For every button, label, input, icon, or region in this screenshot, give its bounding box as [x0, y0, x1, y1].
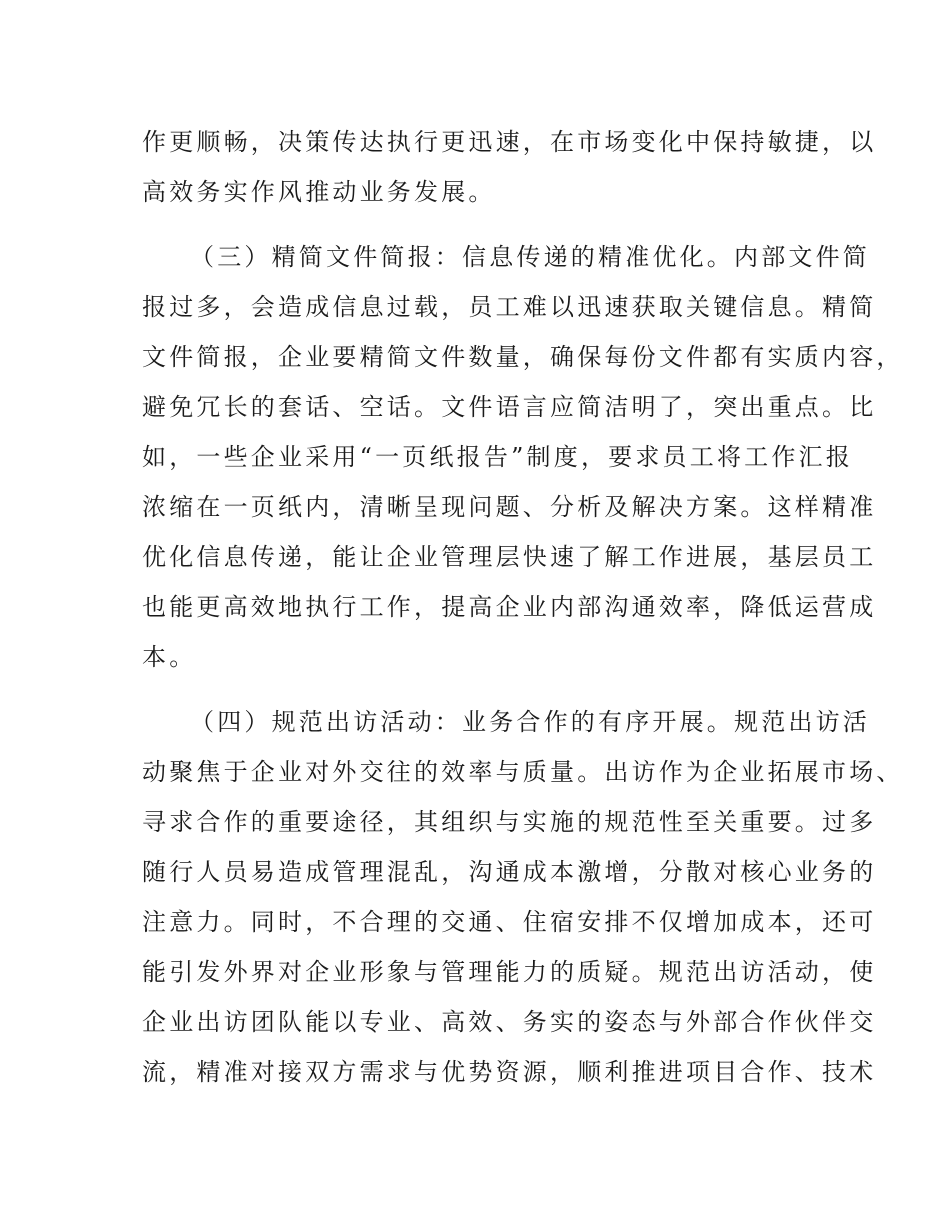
text-line: 文件简报，企业要精简文件数量，确保每份文件都有实质内容，	[142, 343, 904, 371]
text-line: 浓缩在一页纸内，清晰呈现问题、分析及解决方案。这样精准	[142, 493, 877, 521]
text-line: 注意力。同时，不合理的交通、住宿安排不仅增加成本，还可	[142, 908, 877, 936]
text-line: 能引发外界对企业形象与管理能力的质疑。规范出访活动，使	[142, 958, 877, 986]
text-line: 寻求合作的重要途径，其组织与实施的规范性至关重要。过多	[142, 808, 877, 836]
text-line: 流，精准对接双方需求与优势资源，顺利推进项目合作、技术	[142, 1058, 877, 1086]
text-line: 本。	[142, 643, 197, 671]
text-line: 企业出访团队能以专业、高效、务实的姿态与外部合作伙伴交	[142, 1008, 877, 1036]
text-line: 随行人员易造成管理混乱，沟通成本激增，分散对核心业务的	[142, 858, 877, 886]
text-line: 动聚焦于企业对外交往的效率与质量。出访作为企业拓展市场、	[142, 758, 904, 786]
text-line: 优化信息传递，能让企业管理层快速了解工作进展，基层员工	[142, 543, 877, 571]
paragraph-heading-line: （四）规范出访活动：业务合作的有序开展。规范出访活	[190, 708, 870, 736]
text-line: 避免冗长的套话、空话。文件语言应简洁明了，突出重点。比	[142, 393, 877, 421]
text-line: 报过多，会造成信息过载，员工难以迅速获取关键信息。精简	[142, 293, 877, 321]
text-line: 如，一些企业采用“一页纸报告”制度，要求员工将工作汇报	[142, 443, 853, 471]
text-line: 也能更高效地执行工作，提高企业内部沟通效率，降低运营成	[142, 593, 877, 621]
paragraph-heading-line: （三）精简文件简报：信息传递的精准优化。内部文件简	[190, 243, 870, 271]
text-line: 作更顺畅，决策传达执行更迅速，在市场变化中保持敏捷，以	[142, 128, 877, 156]
text-line: 高效务实作风推动业务发展。	[142, 178, 496, 206]
